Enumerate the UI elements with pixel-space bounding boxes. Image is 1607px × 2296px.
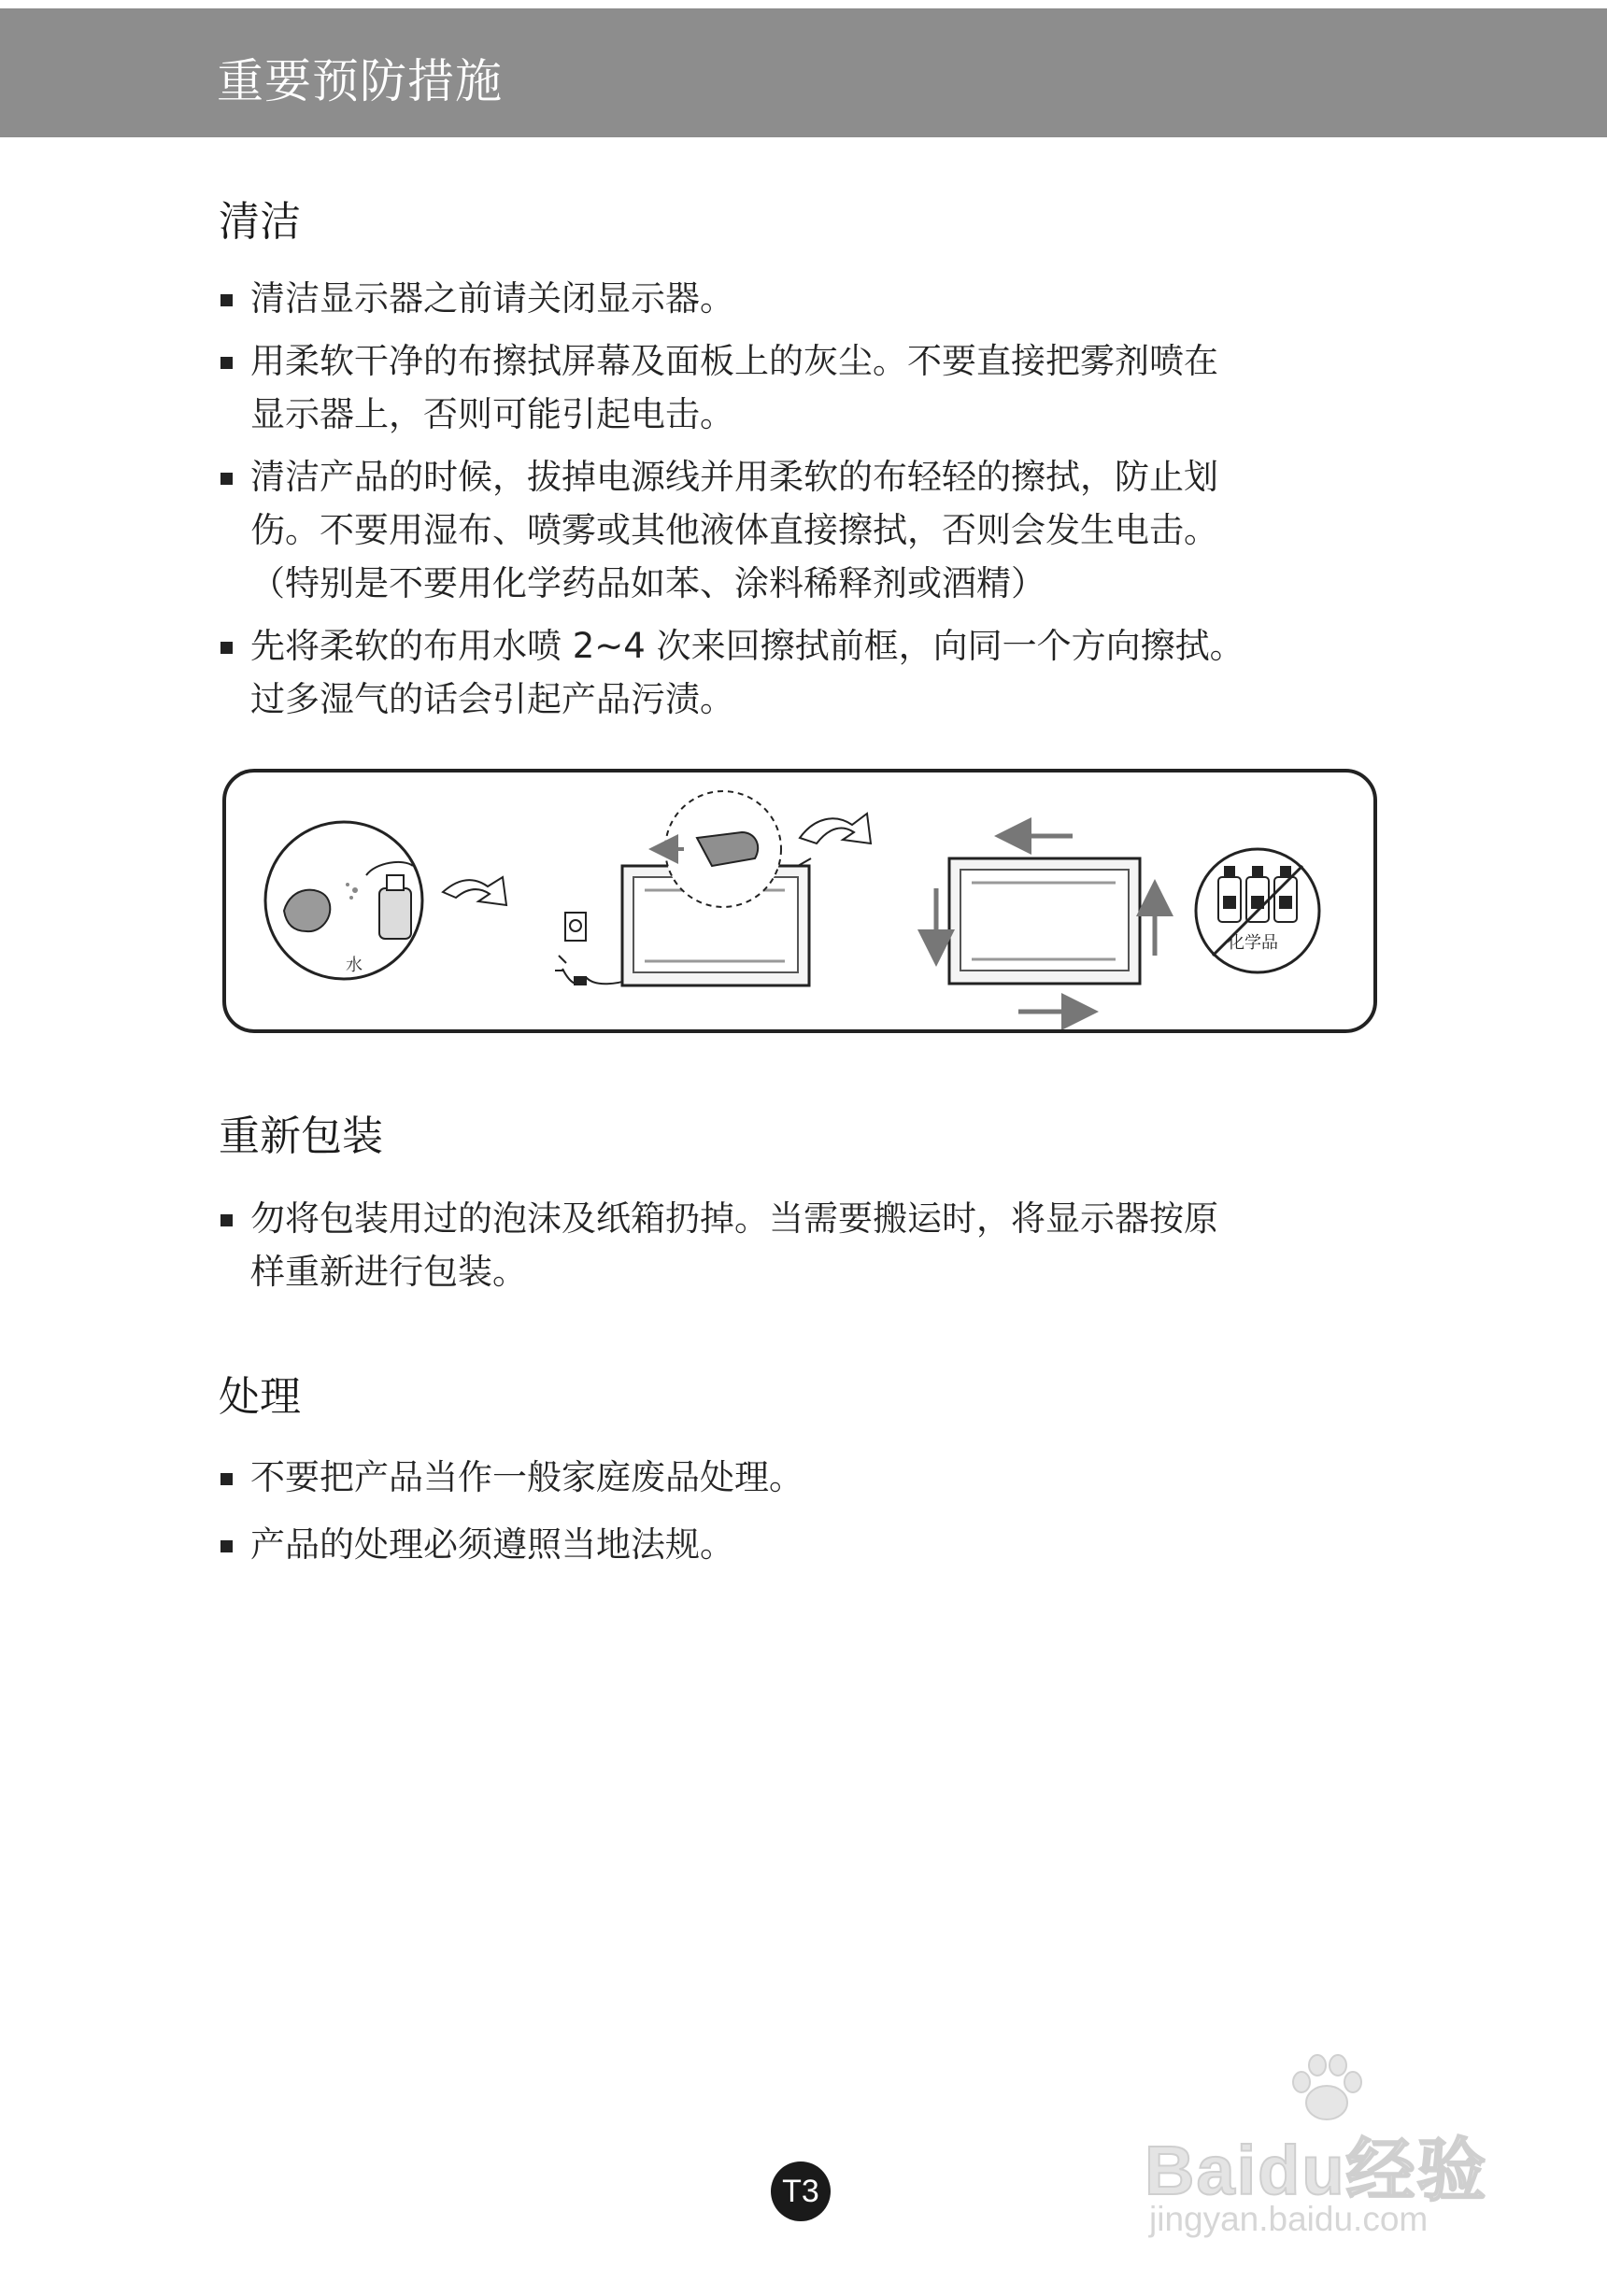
bullet-square-icon [220, 1214, 233, 1226]
arrow-icon [800, 814, 871, 843]
page-number: T3 [771, 2161, 831, 2221]
disposal-list [217, 1451, 1394, 1571]
spray-bottle-icon [265, 822, 422, 979]
bullet-square-icon [220, 357, 233, 369]
list-item: 先将柔软的布用水喷 2~4 次来回擦拭前框，向同一个方向擦拭。 过多湿气的话会引起产品污渍。 [217, 619, 1394, 726]
illustration-canvas [226, 772, 1373, 1029]
list-item: 用柔软干净的布擦拭屏幕及面板上的灰尘。不要直接把雾剂喷在 显示器上，否则可能引起电击。 [217, 334, 1394, 441]
section-title-disposal: 处理 [219, 1373, 301, 1421]
list-item: 清洁显示器之前请关闭显示器。 [217, 272, 1394, 325]
bullet-square-icon [220, 294, 233, 306]
bullet-square-icon [220, 642, 233, 654]
cleaning-illustration [222, 769, 1377, 1033]
baidu-watermark [1145, 2050, 1518, 2251]
chemical-label: 化学品 [1228, 933, 1278, 953]
list-item: 清洁产品的时候，拔掉电源线并用柔软的布轻轻的擦拭，防止划 伤。不要用湿布、喷雾或其他液体直接擦拭，否则会发生电击。 （特别是不要用化学药品如苯、涂料稀释剂或酒精） [217, 450, 1394, 610]
bullet-square-icon [220, 473, 233, 485]
watermark-url: jingyan.baidu.com [1149, 2200, 1429, 2238]
water-label: 水 [346, 956, 363, 975]
list-item: 产品的处理必须遵照当地法规。 [217, 1518, 1394, 1571]
no-chemicals-icon [1196, 849, 1319, 972]
power-outlet-icon [555, 913, 628, 985]
page-title: 重要预防措施 [217, 54, 503, 108]
section-title-repackaging: 重新包装 [219, 1113, 383, 1160]
watermark-brand: Baidu经验 [1145, 2132, 1488, 2209]
section-title-cleaning: 清洁 [219, 198, 301, 246]
list-item: 不要把产品当作一般家庭废品处理。 [217, 1451, 1394, 1504]
bullet-square-icon [220, 1473, 233, 1485]
cleaning-list [217, 272, 1394, 726]
arrow-icon [443, 877, 506, 905]
list-item: 勿将包装用过的泡沫及纸箱扔掉。当需要搬运时，将显示器按原 样重新进行包装。 [217, 1192, 1394, 1298]
bullet-square-icon [220, 1540, 233, 1552]
repackaging-list [217, 1192, 1394, 1298]
paw-icon [1285, 2050, 1369, 2125]
monitor-icon [949, 858, 1140, 984]
